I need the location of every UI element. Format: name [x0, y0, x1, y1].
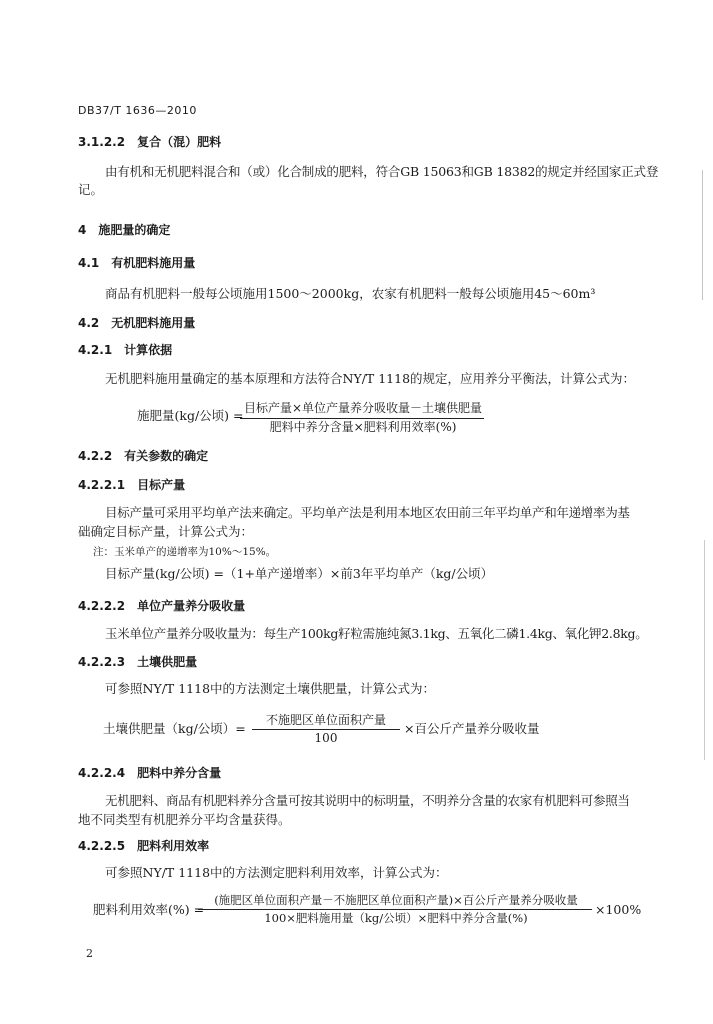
- formula-rhs: ×100%: [595, 902, 642, 917]
- paragraph-line: 可参照NY/T 1118中的方法测定土壤供肥量，计算公式为：: [105, 681, 436, 696]
- section-heading-4-2-2-1: 4.2.2.1 目标产量: [78, 478, 186, 492]
- section-heading-4-1: 4.1 有机肥料施用量: [78, 256, 196, 270]
- formula-denominator: 100×肥料施用量（kg/公顷）×肥料中养分含量(%): [264, 911, 528, 925]
- paragraph-line: 记。: [78, 182, 104, 197]
- paragraph-line: 础确定目标产量，计算公式为：: [78, 524, 254, 539]
- section-heading-4: 4 施肥量的确定: [78, 223, 171, 237]
- section-heading-4-2-2-4: 4.2.2.4 肥料中养分含量: [78, 766, 222, 780]
- paragraph-line: 玉米单位产量养分吸收量为：每生产100kg籽粒需施纯氮3.1kg、五氧化二磷1.4kg、氧化钾2.8kg。: [105, 626, 648, 641]
- formula-denominator: 肥料中养分含量×肥料利用效率(%): [269, 420, 457, 434]
- formula-denominator: 100: [314, 731, 338, 745]
- scan-edge-line: [704, 540, 705, 760]
- formula-lhs: 土壤供肥量（kg/公顷）=: [103, 721, 246, 736]
- formula-numerator: (施肥区单位面积产量－不施肥区单位面积产量)×百公斤产量养分吸收量: [214, 893, 578, 907]
- formula-numerator: 不施肥区单位面积产量: [265, 713, 386, 727]
- formula-target-yield: 目标产量(kg/公顷) =（1+单产递增率）×前3年平均单产（kg/公顷）: [105, 566, 494, 581]
- section-heading-4-2: 4.2 无机肥料施用量: [78, 316, 196, 330]
- paragraph-line: 由有机和无机肥料混合和（或）化合制成的肥料，符合GB 15063和GB 18382的规定并经国家正式登: [105, 164, 659, 179]
- section-heading-4-2-2-3: 4.2.2.3 土壤供肥量: [78, 655, 198, 669]
- section-heading-4-2-2-2: 4.2.2.2 单位产量养分吸收量: [78, 599, 246, 613]
- paragraph-line: 无机肥料、商品有机肥料养分含量可按其说明中的标明量，不明养分含量的农家有机肥料可参照当: [105, 793, 630, 808]
- paragraph-line: 可参照NY/T 1118中的方法测定肥料利用效率，计算公式为：: [105, 865, 448, 880]
- section-heading-4-2-2-5: 4.2.2.5 肥料利用效率: [78, 839, 210, 853]
- paragraph-line: 地不同类型有机肥养分平均含量获得。: [78, 812, 291, 827]
- section-heading-4-2-2: 4.2.2 有关参数的确定: [78, 449, 209, 463]
- scan-edge-line: [702, 170, 703, 300]
- page-number: 2: [86, 947, 93, 960]
- section-heading-4-2-1: 4.2.1 计算依据: [78, 343, 173, 357]
- note: 注：玉米单产的递增率为10%～15%。: [93, 546, 277, 558]
- fraction-bar: [252, 729, 400, 730]
- section-heading-3-1-2-2: 3.1.2.2 复合（混）肥料: [78, 135, 222, 149]
- formula-numerator: 目标产量×单位产量养分吸收量－土壤供肥量: [243, 401, 483, 415]
- paragraph-line: 目标产量可采用平均单产法来确定。平均单产法是利用本地区农田前三年平均单产和年递增率为基: [105, 505, 630, 520]
- paragraph-line: 无机肥料施用量确定的基本原理和方法符合NY/T 1118的规定，应用养分平衡法，计算公式为：: [105, 371, 636, 386]
- document-code: DB37/T 1636—2010: [78, 104, 197, 117]
- formula-rhs: ×百公斤产量养分吸收量: [404, 721, 540, 736]
- fraction-bar: [198, 909, 592, 910]
- paragraph-line: 商品有机肥料一般每公顷施用1500～2000kg，农家有机肥料一般每公顷施用45～60m³: [105, 286, 596, 301]
- formula-lhs: 肥料利用效率(%) =: [93, 902, 205, 917]
- formula-lhs: 施肥量(kg/公顷) =: [137, 408, 244, 423]
- fraction-bar: [240, 418, 484, 419]
